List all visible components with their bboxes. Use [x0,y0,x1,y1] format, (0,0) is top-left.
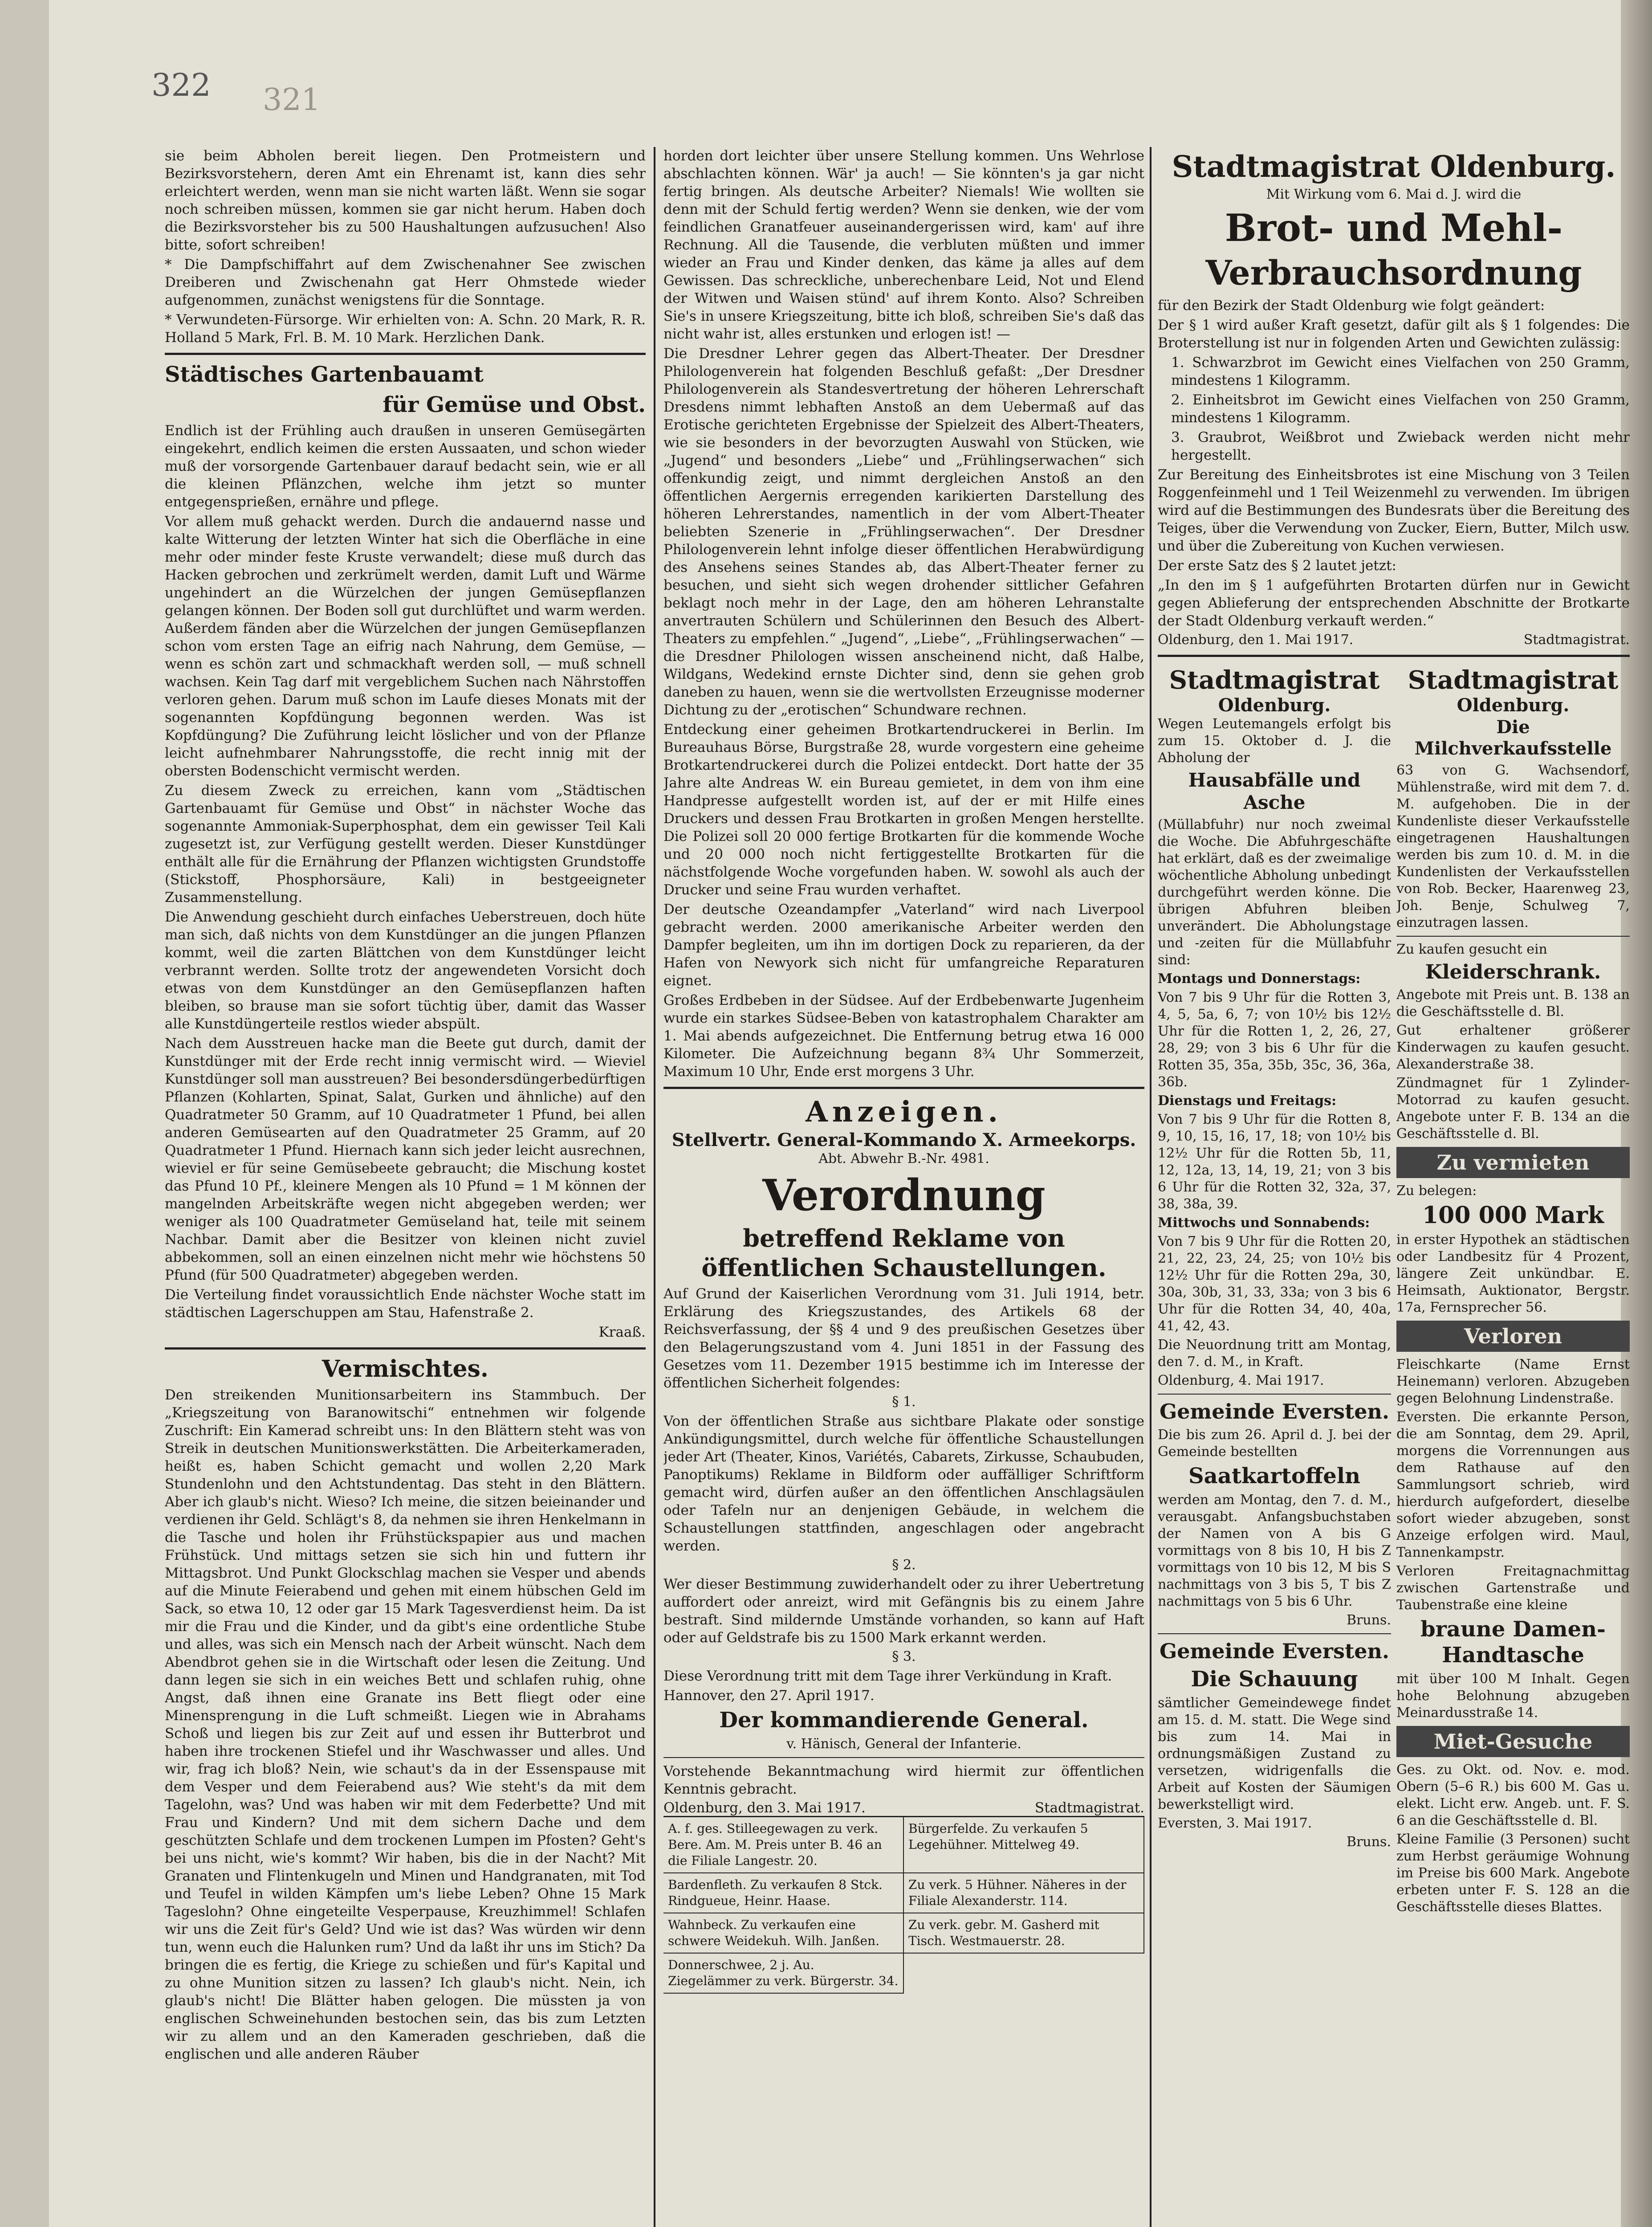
paragraph: horden dort leichter über unsere Stellung kommen. Uns Wehrlose abschlachten können. Wär' ja auch! — Sie könnten's ja gar nicht fertig bringen. Als deutsche Arbeiter? Niemals! Wie wollten sie denn mit der Schuld fertig werden? Wenn sie denken, wie der vom feindlichen Granatfeuer auseinandergerissen wird, kam' auf ihre Rechnung. All die Tausende, die verbluten müßten und immer wieder an Frau und Kinder denken, das käme ja alles auf dem Gewissen. Das schreckliche, unberechenbare Leid, Not und Elend der Witwen und Waisen stünd' auf ihrem Konto. Also? Schreiben Sie's in unsere Kriegszeitung, bitte ich bloß, schreiben Sie's daß das nicht wahr ist, alles erstunken und erlogen ist! — [663,148,1144,342]
ad-heading: 100 000 Mark [1422,1202,1604,1229]
signature: Kraaß. [598,1324,646,1340]
paragraph: Zur Bereitung des Einheitsbrotes ist eine Mischung von 3 Teilen Roggenfeinmehl und 1 Teil Weizenmehl zu verwenden. Im übrigen wird auf die Bestimmungen des Bundesrats über die Bereitung des Teiges, über die Verwendung von Zucker, Eiern, Butter, Milch usw. und über die Zubereitung von Kuchen verwiesen. [1158,467,1630,554]
article-subtitle: für Gemüse und Obst. [382,392,646,417]
schedule-text: Von 7 bis 9 Uhr für die Rotten 20, 21, 22, 23, 24, 25; von 10½ bis 12½ Uhr für die Rotten 29a, 30, 30a, 30b, 31, 33, 33a; von 3 bis 6 Uhr für die Rotten 34, 40, 40a, 41, 42, 43. [1158,1234,1391,1334]
paragraph: Die Verteilung findet voraussichtlich Ende nächster Woche statt im städtischen Lagerschuppen am Stau, Hafenstraße 2. [165,1287,646,1321]
general-name: v. Hänisch, General der Infanterie. [786,1736,1021,1752]
divider [165,353,646,355]
small-ad: Bürgerfelde. Zu verkaufen 5 Legehühner. Mittelweg 49. [904,1817,1144,1873]
paragraph: Zu belegen: [1396,1183,1477,1199]
signature: Bruns. [1347,1612,1391,1628]
column-3 [1158,147,1630,2227]
column-1 [165,147,646,2227]
left-ads [1158,663,1391,1917]
schedule-title: Mittwochs und Sonnabends: [1158,1215,1370,1231]
column-divider [1150,147,1152,2227]
paragraph: Wegen Leutemangels erfolgt bis zum 15. Oktober d. J. die Abholung der [1158,716,1391,766]
paragraph: Wer dieser Bestimmung zuwiderhandelt oder zu ihrer Uebertretung auffordert oder anreizt, wird mit Gefängnis bis zu einem Jahre bestraft. Sind mildernde Umstände vorhanden, so kann auf Haft oder auf Geldstrafe bis zu 1500 Mark erkannt werden. [663,1576,1144,1646]
small-ad: Zu verk. gebr. M. Gasherd mit Tisch. Westmauerstr. 28. [904,1913,1144,1954]
paragraph: Vor allem muß gehackt werden. Durch die andauernd nasse und kalte Witterung der letzten Winter hat sich die Oberfläche in eine mehr oder minder feste Kruste verwandelt; diese muß durch das Hacken gebrochen und zerkrümelt werden, damit Luft und Wärme ungehindert an die Würzelchen der jungen Gemüsepflanzen gelangen können. Der Boden soll gut durchlüftet und warm werden. Außerdem fänden aber die Würzelchen der jungen Gemüsepflanzen schon vom ersten Tage an eifrig nach Nahrung, dem Gemüse, — wenn es schön zart und schmackhaft werden soll, — muß schnell wachsen. Kein Tag darf mit vergeblichem Suchen nach Nährstoffen verloren gehen. Darum muß schon im Laufe dieses Monats mit der sogenannten Kopfdüngung begonnen werden. Was ist Kopfdüngung? Die Zuführung leicht löslicher und von der Pflanze leicht aufnehmbarer Nahrungsstoffe, die recht innig mit der obersten Bodenschicht vermischt werden. [165,514,646,779]
list-item: 2. Einheitsbrot im Gewicht eines Vielfachen von 250 Gramm, mindestens 1 Kilogramm. [1171,392,1630,426]
paragraph: für den Bezirk der Stadt Oldenburg wie folgt geändert: [1158,298,1545,314]
column-divider [654,147,655,2227]
paragraph: (Müllabfuhr) nur noch zweimal die Woche. Die Abfuhrgeschäfte hat erklärt, daß es der zweimalige wöchentliche Abholung unbedingt durchgeführt werden könne. Die übrigen Abfuhren bleiben unverändert. Die Abholungstage und -zeiten für die Müllabfuhr sind: [1158,817,1391,968]
divider [1158,1633,1391,1634]
column-2 [663,147,1144,2227]
section-number: § 1. [892,1394,916,1410]
paragraph: in erster Hypothek an städtischen oder Landbesitz für 4 Prozent, längere Zeit unkündbar. E. Heimsath, Auktionator, Bergstr. 17a, Fernsprecher 56. [1396,1232,1630,1315]
effect-line: Mit Wirkung vom 6. Mai d. J. wird die [1266,187,1522,202]
schedule-text: Von 7 bis 9 Uhr für die Rotten 3, 4, 5, 5a, 6, 7; von 10½ bis 12½ Uhr für die Rotten 1, 2, 26, 27, 28, 29; von 3 bis 6 Uhr für die Rotten 35, 35a, 35b, 35c, 36, 36a, 36b. [1158,990,1391,1090]
small-ad: Wahnbeck. Zu verkaufen eine schwere Weidekuh. Wilh. Janßen. [663,1913,904,1954]
general-title: Der kommandierende General. [719,1708,1089,1733]
page-number: 322 [151,67,211,103]
footer-right: Stadtmagistrat. [1034,1800,1144,1816]
ad-city: Oldenburg. [1457,695,1570,716]
ad-title: Gemeinde Eversten. [1159,1639,1390,1663]
footer-line [663,1800,1144,1816]
paragraph: sämtlicher Gemeindewege findet am 15. d. M. statt. Die Wege sind bis zum 14. Mai in ordnungsmäßigen Zustand zu versetzen, widrigenfalls die Arbeit auf Kosten der Säumigen bewerkstelligt wird. [1158,1695,1391,1812]
section-number: § 2. [892,1557,916,1573]
article-title: Städtisches Gartenbauamt [165,362,484,387]
paragraph: Die Dresdner Lehrer gegen das Albert-Theater. Der Dresdner Philologenverein hat folgenden Beschluß gefaßt: „Der Dresdner Philologenverein als Standesvertretung der höheren Lehrerschaft Dresdens nimmt lebhaften Anstoß an dem Uebermaß auf das Erotische gerichteten Ergebnisse der Spielzeit des Albert-Theaters, wie sie besonders in der bevorzugten Auswahl von Stücken, wie „Jugend“ und besonders „Liebe“ und „Frühlingserwachen“ sich offenkundig zeigt, und nimmt dergleichen Anstoß an den öffentlichen Aergernis erregenden karikierten Darstellung des höheren Lehrerstandes, namentlich in der vom Albert-Theater beliebten Szenerie in „Frühlingserwachen“. Der Dresdner Philologenverein lehnt infolge dieser öffentlichen Herabwürdigung des Ansehens seines Standes ab, das Albert-Theater ferner zu besuchen, und sieht sich wegen drohender sittlicher Gefahren beklagt noch mehr in der Lage, den am höheren Lehranstalte anvertrauten Schülern und Schülerinnen den Besuch des Albert-Theaters zu empfehlen.“ „Jugend“, „Liebe“, „Frühlingserwachen“ — die Dresdner Philologen wissen anscheinend nicht, daß Halbe, Wildgans, Wedekind ernste Dichter sind, denn sie gehen grob daneben zu hauen, wenn sie die wertvollsten Erzeugnisse moderner Dichtung zu der „erotischen“ Schundware rechnen. [663,346,1144,718]
ad-heading: Saatkartoffeln [1188,1464,1360,1489]
banner: Verloren [1396,1321,1630,1352]
paragraph: Die Neuordnung tritt am Montag, den 7. d. M., in Kraft. [1158,1337,1391,1370]
paragraph: Zu kaufen gesucht ein [1396,942,1547,957]
paragraph: Zündmagnet für 1 Zylinder-Motorrad zu kaufen gesucht. Angebote unter F. B. 134 an die Geschäftsstelle d. Bl. [1396,1075,1630,1142]
paragraph: * Verwundeten-Fürsorge. Wir erhielten von: A. Schn. 20 Mark, R. R. Holland 5 Mark, Frl. B. M. 10 Mark. Herzlichen Dank. [165,312,646,346]
section-number: § 3. [892,1649,916,1664]
bread-list [1158,354,1630,464]
paragraph: Angebote mit Preis unt. B. 138 an die Geschäftsstelle d. Bl. [1396,987,1630,1020]
paragraph: Fleischkarte (Name Ernst Heinemann) verloren. Abzugeben gegen Belohnung Lindenstraße. [1396,1357,1630,1406]
divider [663,1087,1144,1089]
section-title: Vermischtes. [321,1355,489,1383]
right-ads [1396,663,1630,1917]
footer-left: Oldenburg, den 3. Mai 1917. [663,1800,866,1816]
list-item: 1. Schwarzbrot im Gewicht eines Vielfachen von 250 Gramm, mindestens 1 Kilogramm. [1171,355,1630,388]
ad-title: Stadtmagistrat [1169,665,1380,695]
divider [663,1757,1144,1758]
paragraph: mit über 100 M Inhalt. Gegen hohe Belohnung abzugeben Meinardusstraße 14. [1396,1671,1630,1721]
paragraph: Zu diesem Zweck zu erreichen, kann vom „Städtischen Gartenbauamt für Gemüse und Obst“ in nächster Woche das sogenannte Ammoniak-Superphosphat, dem ein gewisser Teil Kali zugesetzt ist, zur Verfügung gestellt werden. Dieser Kunstdünger enthält alle für die Ernährung der Pflanzen wichtigsten Grundstoffe (Stickstoff, Phosphorsäure, Kali) in bestgeeigneter Zusammenstellung. [165,783,646,905]
divider [165,1347,646,1350]
ad-title: Stadtmagistrat [1408,665,1619,695]
paragraph: Entdeckung einer geheimen Brotkartendruckerei in Berlin. Im Bureauhaus Börse, Burgstraße 28, wurde vorgestern eine geheime Brotkartendruckerei durch die Polizei entdeckt. Dort hatte der 35 Jahre alte Andreas W. ein Bureau gemietet, in dem von ihm eine Handpresse aufgestellt worden ist, auf der er mit Hilfe eines Druckers und dessen Frau Brotkarten in großen Mengen herstellte. Die Polizei soll 20 000 fertige Brotkarten für die kommende Woche und 20 000 noch nicht fertiggestellte Brotkarten für die nächstfolgende Woche vorgefunden haben. W. sowohl als auch der Drucker und seine Frau wurden verhaftet. [663,722,1144,898]
schedule-title: Dienstags und Freitags: [1158,1093,1337,1109]
ad-heading: Die Milchverkaufsstelle [1414,717,1612,759]
paragraph: „In den im § 1 aufgeführten Brotarten dürfen nur in Gewicht gegen Ablieferung der entsprechenden Abschnitte der Brotkarte der Stadt Oldenburg verkauft werden.“ [1158,577,1630,629]
paragraph: Auf Grund der Kaiserlichen Verordnung vom 31. Juli 1914, betr. Erklärung des Kriegszustandes, des Artikels 68 der Reichsverfassung, der §§ 4 und 9 des preußischen Gesetzes über den Belagerungszustand vom 4. Juni 1851 in der Fassung des Gesetzes vom 11. Dezember 1915 bestimme ich im Interesse der öffentlichen Sicherheit folgendes: [663,1286,1144,1391]
paragraph: Der deutsche Ozeandampfer „Vaterland“ wird nach Liverpool gebracht werden. 2000 amerikanische Arbeiter werden den Dampfer begleiten, um ihn im dortigen Dock zu reparieren, da der Hafen von Newyork sich nicht für umfangreiche Reparaturen eignet. [663,901,1144,989]
ads-split [1158,663,1630,1917]
paragraph: Kleine Familie (3 Personen) sucht zum Herbst geräumige Wohnung im Preise bis 600 Mark. Angebote erbeten unter F. S. 128 an die Geschäftsstelle dieses Blattes. [1396,1831,1630,1915]
paragraph: Vorstehende Bekanntmachung wird hiermit zur öffentlichen Kenntnis gebracht. [663,1763,1144,1797]
ads-title: Anzeigen. [806,1095,1002,1129]
paragraph: Die Anwendung geschieht durch einfaches Ueberstreuen, doch hüte man sich, daß nichts von dem Kunstdünger an die jungen Pflanzen kommt, weil die zarten Blättchen von dem Kunstdünger leicht verbrannt werden. Sollte trotz der angewendeten Vorsicht doch etwas von dem Kunstdünger an den Gemüsepflanzen haften bleiben, so brause man sie sofort tüchtig über, damit das Wasser alle Kunstdüngerteile restlos wieder abspült. [165,909,646,1032]
command-ref: Abt. Abwehr B.-Nr. 4981. [818,1151,989,1167]
ad-heading: braune Damen-Handtasche [1420,1617,1606,1668]
paragraph: Der erste Satz des § 2 lautet jetzt: [1158,558,1396,574]
schedule-text: Von 7 bis 9 Uhr für die Rotten 8, 9, 10, 15, 16, 17, 18; von 10½ bis 12½ Uhr für die Rotten 5b, 11, 12, 12a, 13, 14, 19, 21; von 3 bis 6 Uhr für die Rotten 32, 32a, 37, 38, 38a, 39. [1158,1112,1391,1212]
ad-city: Oldenburg. [1218,695,1331,716]
paragraph: Den streikenden Munitionsarbeitern ins Stammbuch. Der „Kriegszeitung von Baranowitschi“ entnehmen wir folgende Zuschrift: Ein Kamerad schreibt uns: In den Blättern steht was von Streik in deutschen Munitionswerkstätten. Die Arbeiterkameraden, heißt es, haben Schicht gemacht und wollen 2,20 Mark Stundenlohn und den Achtstundentag. Das steht in den Blättern. Aber ich glaub's nicht. Wieso? Ich meine, die sitzen beieinander und verdienen ihr Geld. Schlägt's 8, da nehmen sie ihren Henkelmann in die Tasche und holen ihr Frühstückspapier aus und machen Frühstück. Und mittags setzen sie sich hin und futtern ihr Mittagsbrot. Und Punkt Glockschlag machen sie Vesper und abends auf die Minute Feierabend und gehen mit einem hübschen Geld im Sack, so etwa 10, 12 oder gar 15 Mark Tagesverdienst heim. Da ist mir die Frau und die Kinder, und da gibt's eine ordentliche Stube und alles, was sich ein Mensch nach der Arbeit wünscht. Nach dem Abendbrot gehen sie in die Wirtschaft oder lesen die Zeitung. Und dann legen sie sich in ein weiches Bett und schlafen ruhig, ohne Angst, daß ihnen eine Granate ins Bett fliegt oder eine Minensprengung in die Luft schmeißt. Liegen wie in Abrahams Schoß und liegen bis zur Zeit auf und essen ihr Butterbrot und haben ihre trockenen Stiefel und ihr Waschwasser und alles. Und wir, frag ich bloß? Nein, wie schaut's da in der Essenspause mit dem Vesper und dem Feierabend aus? Wie steht's da mit dem Tagelohn, was? Und was haben wir mit dem Federbette? Und mit Frau und Kindern? Und mit dem sichern Dache und dem geschützten Schlafe und dem trockenen Lumpen im Pfosten? Geht's bei uns nicht, wie's kommt? Wir haben, bis die in der Nacht? Mit Granaten und Flintenkugeln und Minen und Handgranaten, mit Tod und Teufel in wilden Kämpfen um's liebe Leben? Ohne 15 Mark Tageslohn? Ohne eingeteilte Vesperpause, Kreuzhimmel! Schlafen wir uns die Zeit für's Geld? Und wie ist das? Was würden wir denn tun, wenn euch die Halunken rum? Und da laßt ihr uns im Stich? Da bringen die es fertig, die Kriege zu schießen und für's Kapital und zu ohne Munition sitzen zu lassen? Ich glaub's nicht. Nein, ich glaub's nicht! Die Blätter haben gelogen. Die müssten ja von englischen Schweinehunden bestochen sein, das bis zum Letzten wir zu allem und an den Kameraden geschrieben, daß die englischen und alle anderen Räuber [165,1387,646,2062]
magistrate-title: Stadtmagistrat Oldenburg. [1172,149,1616,184]
ordinance-title-1: Brot- und Mehl- [1225,206,1563,250]
ordinance-title: Verordnung [762,1170,1046,1220]
paragraph: * Die Dampfschiffahrt auf dem Zwischenahner See zwischen Dreiberen und Zwischenahn gat Herr Ohmstede wieder aufgenommen, zunächst wenigstens für die Sonntage. [165,257,646,308]
paragraph: Gut erhaltener größerer Kinderwagen zu kaufen gesucht. Alexanderstraße 38. [1396,1023,1630,1072]
paragraph: Verloren Freitagnachmittag zwischen Gartenstraße und Taubenstraße eine kleine [1396,1563,1630,1613]
list-item: 3. Graubrot, Weißbrot und Zwieback werden nicht mehr hergestellt. [1171,429,1630,463]
paragraph: Die bis zum 26. April d. J. bei der Gemeinde bestellten [1158,1427,1391,1460]
banner: Miet-Gesuche [1396,1726,1630,1757]
date: Oldenburg, den 1. Mai 1917. [1158,632,1354,648]
ordinance-title-2: Verbrauchsordnung [1205,253,1582,293]
paragraph: werden am Montag, den 7. d. M., verausgabt. Anfangsbuchstaben der Namen von A bis G vormittags von 8 bis 10, H bis Z vormittags von 10 bis 12, M bis S nachmittags von 3 bis 5, T bis Z nachmittags von 5 bis 6 Uhr. [1158,1492,1391,1609]
small-ads-grid [663,1816,1144,1994]
signature: Bruns. [1347,1834,1391,1850]
page-number-faded: 321 [263,82,321,118]
paragraph: Der § 1 wird außer Kraft gesetzt, dafür gilt als § 1 folgendes: Die Broterstellung ist nur in folgenden Arten und Gewichten zulässig: [1158,317,1630,351]
divider [1396,936,1630,937]
divider [1158,655,1630,657]
small-ad: Donnerschwee, 2 j. Au. Ziegelämmer zu verk. Bürgerstr. 34. [663,1954,904,1994]
place-date: Hannover, den 27. April 1917. [663,1688,875,1704]
date: Eversten, 3. Mai 1917. [1158,1815,1312,1831]
paragraph: Endlich ist der Frühling auch draußen in unseren Gemüsegärten eingekehrt, endlich keimen die ersten Aussaaten, und schon wieder muß der vorsorgende Gartenbauer darauf bedacht sein, wie er all die kleinen Pflänzchen, welche ihm jetzt so munter entgegensprießen, ernähre und pflege. [165,423,646,510]
ad-heading: Kleiderschrank. [1425,961,1601,983]
ad-heading: Die Schauung [1191,1667,1358,1692]
signature: Stadtmagistrat. [1523,632,1630,648]
small-ad: Bardenfleth. Zu verkaufen 8 Stck. Rindgueue, Heinr. Haase. [663,1873,904,1913]
paragraph: Von der öffentlichen Straße aus sichtbare Plakate oder sonstige Ankündigungsmittel, durch welche für öffentliche Schaustellungen jeder Art (Theater, Kinos, Variétés, Cabarets, Zirkusse, Schaubuden, Panoptikums) Reklame in Bildform oder auffälliger Schriftform gemacht wird, dürfen außer an den öffentlichen Anschlagsäulen oder Tafeln nur an denjenigen Gebäude, in welchem die Schaustellungen stattfinden, angeschlagen oder angebracht werden. [663,1413,1144,1554]
banner: Zu vermieten [1396,1147,1630,1178]
paragraph: Ges. zu Okt. od. Nov. e. mod. Obern (5–6 R.) bis 600 M. Gas u. elekt. Licht erw. Angeb. unt. F. S. 6 an die Geschäftsstelle d. Bl. [1396,1762,1630,1828]
paragraph: sie beim Abholen bereit liegen. Den Protmeistern und Bezirksvorstehern, deren Amt ein Ehrenamt ist, kann dies sehr erleichtert werden, wenn man sie nicht warten läßt. Wenn sie sogar noch schreiben müssen, kommen sie gar nicht herum. Haben doch die Bezirksvorsteher bis zu 500 Haushaltungen aufzusuchen! Also bitte, sofort schreiben! [165,148,646,253]
paragraph: Diese Verordnung tritt mit dem Tage ihrer Verkündung in Kraft. [663,1668,1112,1684]
paragraph: Eversten. Die erkannte Person, die am Sonntag, dem 29. April, morgens die Vorrennungen aus dem Rathause auf den Sammlungsort schrieb, wird hierdurch aufgefordert, dieselbe sofort wieder abzugeben, sonst Anzeige erfolgen wird. Maul, Tannenkampstr. [1396,1409,1630,1560]
schedule-title: Montags und Donnerstags: [1158,971,1361,987]
small-ad: A. f. ges. Stilleegewagen zu verk. Bere. Am. M. Preis unter B. 46 an die Filiale Langestr. 20. [663,1817,904,1873]
command-title: Stellvertr. General-Kommando X. Armeekorps. [671,1130,1136,1150]
ad-heading: Hausabfälle und Asche [1188,769,1361,813]
paragraph: Nach dem Ausstreuen hacke man die Beete gut durch, damit der Kunstdünger mit der Erde recht innig vermischt wird. — Wieviel Kunstdünger soll man ausstreuen? Bei besondersdüngerbedürftigen Pflanzen (Kohlarten, Spinat, Salat, Gurken und ähnliche) auf den Quadratmeter 50 Gramm, auf 10 Quadratmeter 1 Pfund, bei allen anderen Gemüsearten auf den Quadratmeter 25 Gramm, auf 20 Quadratmeter 1 Pfund. Hiernach kann sich jeder leicht ausrechnen, wieviel er für seine Gemüsebeete gebraucht; die Mischung kostet das Pfund 10 Pf., kleinere Mengen als 10 Pfund = 1 M können der mangelnden Arbeitskräfte wegen nicht abgegeben werden; wer weniger als 100 Quadratmeter Gemüseland hat, teile mit seinem Nachbar. Damit aber die Besitzer von kleinen nicht zuviel abbekommen, soll an einen einzelnen nicht mehr wie höchstens 50 Pfund (für 500 Quadratmeter) abgegeben werden. [165,1036,646,1283]
ad-title: Gemeinde Eversten. [1159,1399,1390,1423]
divider [1158,1394,1391,1395]
bread-footer [1158,632,1630,649]
paragraph: 63 von G. Wachsendorf, Mühlenstraße, wird mit dem 7. d. M. aufgehoben. Die in der Kundenliste dieser Verkaufsstelle eingetragenen Haushaltungen werden bis zum 10. d. M. in die Kundenlisten der Verkaufsstellen von Rob. Becker, Haarenweg 23, Joh. Benje, Schulweg 7, einzutragen lassen. [1396,763,1630,930]
small-ad: Zu verk. 5 Hühner. Näheres in der Filiale Alexanderstr. 114. [904,1873,1144,1913]
paragraph: Großes Erdbeben in der Südsee. Auf der Erdbebenwarte Jugenheim wurde ein starkes Südsee-Beben von katastrophalem Charakter am 1. Mai abends aufgezeichnet. Die Entfernung betrug etwa 16 000 Kilometer. Die Aufzeichnung begann 8¾ Uhr Sommerzeit, Maximum 10 Uhr, Ende erst morgens 3 Uhr. [663,992,1144,1080]
date: Oldenburg, 4. Mai 1917. [1158,1373,1324,1388]
ordinance-subtitle: betreffend Reklame von öffentlichen Schaustellungen. [701,1224,1107,1282]
